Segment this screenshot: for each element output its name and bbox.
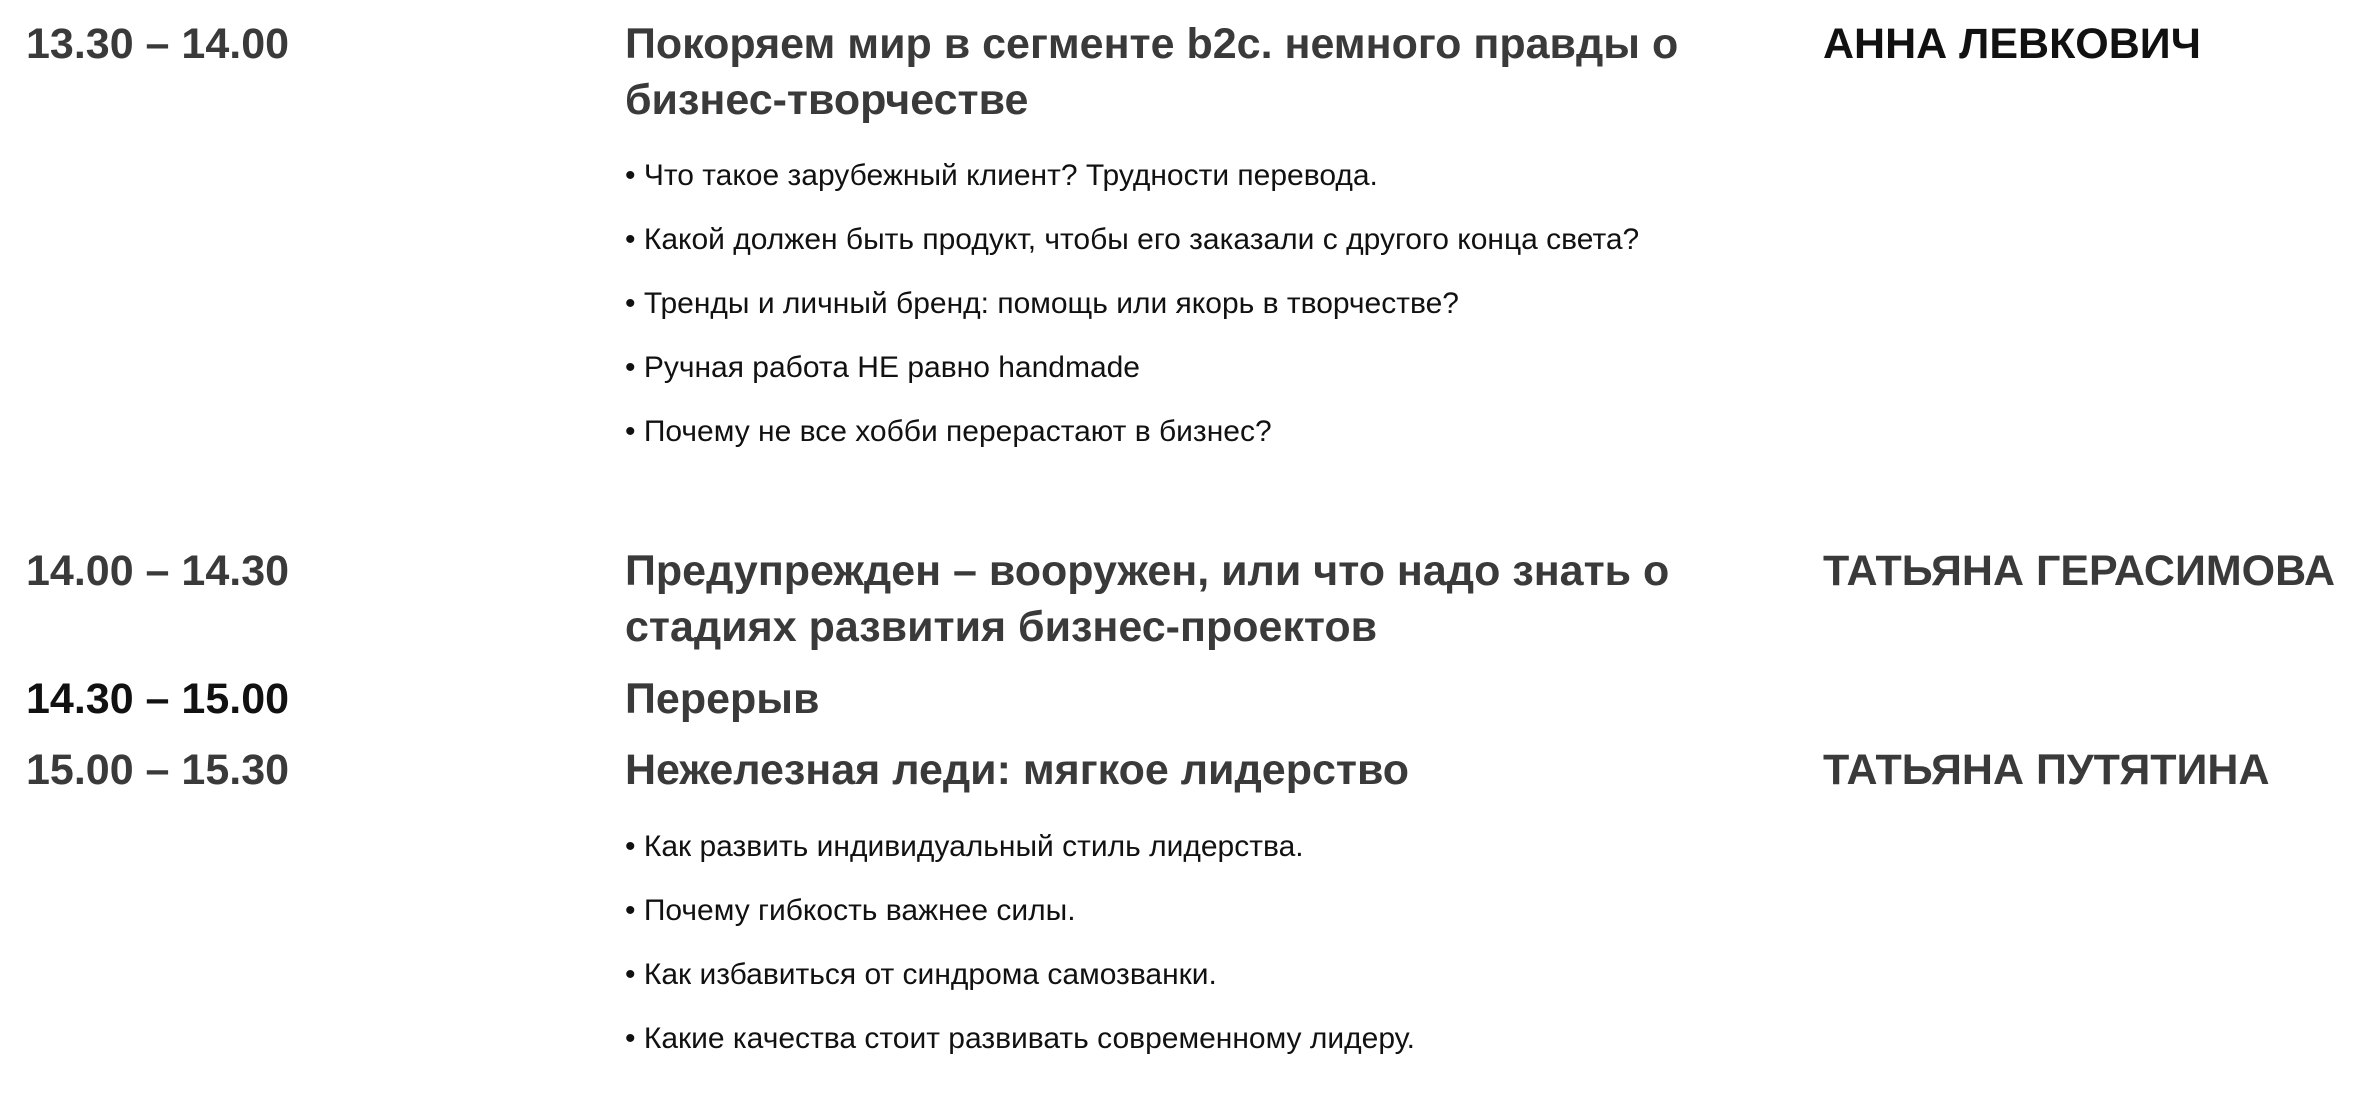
bullet-item: • Как избавиться от синдрома самозванки. (625, 958, 1217, 991)
session-time: 14.30 – 15.00 (26, 675, 290, 723)
bullet-item: • Как развить индивидуальный стиль лидерства. (625, 830, 1304, 863)
session-time: 15.00 – 15.30 (26, 746, 290, 794)
session-speaker: ТАТЬЯНА ПУТЯТИНА (1823, 746, 2270, 794)
bullet-item: • Тренды и личный бренд: помощь или якорь в творчестве? (625, 287, 1459, 320)
session-title: Нежелезная леди: мягкое лидерство (625, 746, 1410, 794)
session-time: 14.00 – 14.30 (26, 547, 290, 595)
bullet-item: • Ручная работа НЕ равно handmade (625, 351, 1140, 384)
session-bullets (625, 827, 1415, 1083)
session-title: Перерыв (625, 675, 820, 723)
session-title: Покоряем мир в сегменте b2c. немного правды о бизнес-творчестве (625, 20, 1679, 124)
bullet-item: • Что такое зарубежный клиент? Трудности перевода. (625, 159, 1378, 192)
bullet-item: • Какой должен быть продукт, чтобы его заказали с другого конца света? (625, 223, 1640, 256)
session-speaker: АННА ЛЕВКОВИЧ (1823, 20, 2201, 68)
session-time: 13.30 – 14.00 (26, 20, 290, 68)
session-speaker: ТАТЬЯНА ГЕРАСИМОВА (1823, 547, 2336, 595)
session-title: Предупрежден – вооружен, или что надо знать о стадиях развития бизнес-проектов (625, 547, 1670, 651)
bullet-item: • Почему гибкость важнее силы. (625, 894, 1076, 927)
session-bullets (625, 156, 1639, 476)
bullet-item: • Какие качества стоит развивать современному лидеру. (625, 1022, 1416, 1055)
bullet-item: • Почему не все хобби перерастают в бизнес? (625, 415, 1272, 448)
